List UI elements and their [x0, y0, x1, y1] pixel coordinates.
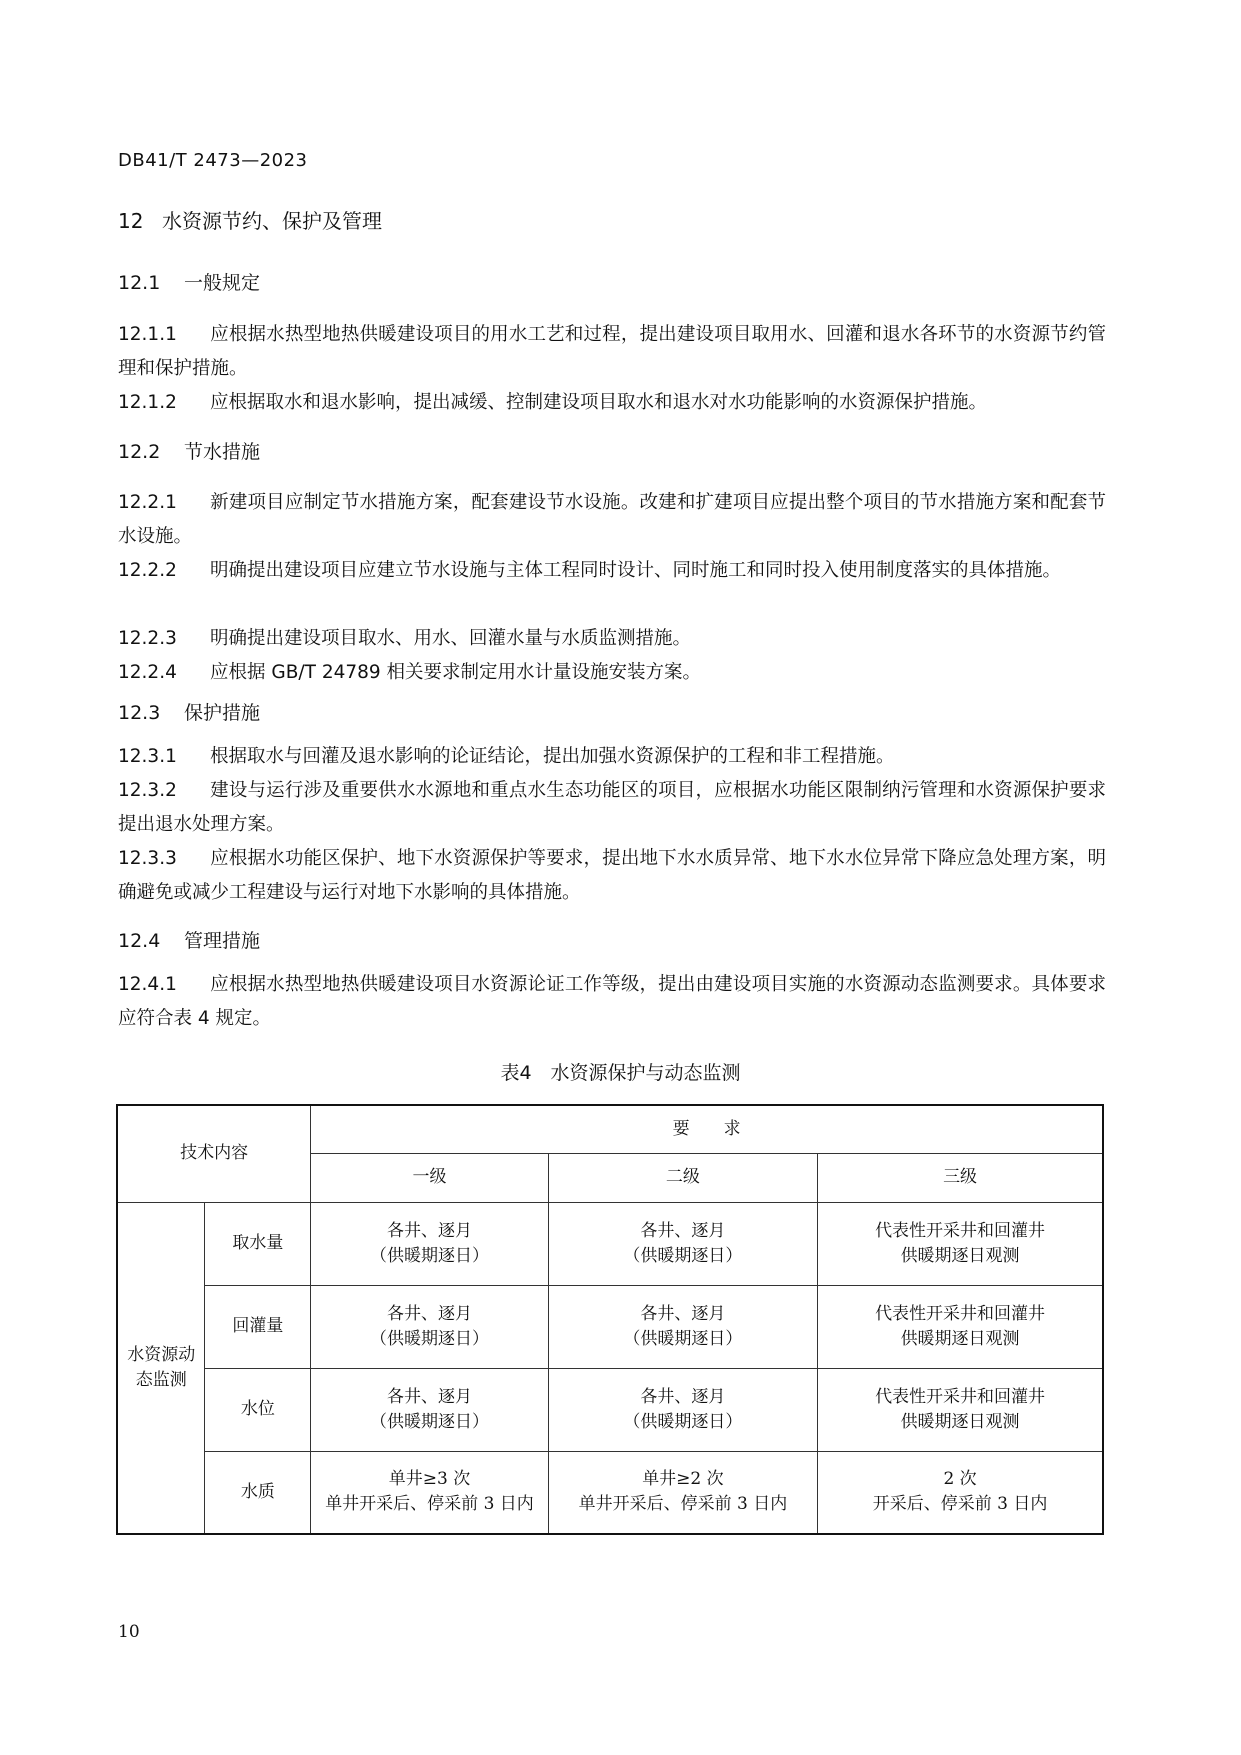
- clause-text: 新建项目应制定节水措施方案，配套建设节水设施。改建和扩建项目应提出整个项目的节水措施方案和配套节水设施。: [118, 492, 1106, 547]
- clause-12-3-3: [118, 842, 1106, 910]
- clause-12-2-1: [118, 486, 1106, 554]
- clause-text: 应根据取水和退水影响，提出减缓、控制建设项目取水和退水对水功能影响的水资源保护措施。: [210, 392, 988, 413]
- clause-12-4-1: [118, 968, 1106, 1036]
- table-row: [117, 1285, 1103, 1368]
- section-number: 12.3: [118, 702, 161, 724]
- table-header-row: [117, 1105, 1103, 1153]
- level-2-cell: 各井、逐月 （供暖期逐日）: [548, 1202, 817, 1285]
- section-number: 12.2: [118, 441, 161, 463]
- section-12-1-heading: [118, 268, 260, 295]
- clause-12-3-2: [118, 774, 1106, 842]
- item-cell: 水质: [205, 1451, 311, 1534]
- section-title: 一般规定: [184, 272, 261, 294]
- monitoring-table: [116, 1104, 1104, 1535]
- clause-12-1-1: [118, 318, 1106, 386]
- section-number: 12.1: [118, 272, 161, 294]
- level-3-cell: 代表性开采井和回灌井 供暖期逐日观测: [818, 1368, 1103, 1451]
- clause-number: 12.1.2: [118, 392, 177, 413]
- clause-text: 根据取水与回灌及退水影响的论证结论，提出加强水资源保护的工程和非工程措施。: [210, 746, 895, 767]
- section-12-2-heading: [118, 437, 260, 464]
- item-cell: 水位: [205, 1368, 311, 1451]
- item-cell: 回灌量: [205, 1285, 311, 1368]
- section-number: 12: [118, 209, 144, 233]
- level-3-cell: 2 次 开采后、停采前 3 日内: [818, 1451, 1103, 1534]
- item-cell: 取水量: [205, 1202, 311, 1285]
- clause-number: 12.2.2: [118, 560, 177, 581]
- clause-text: 应根据水热型地热供暖建设项目水资源论证工作等级，提出由建设项目实施的水资源动态监测要求。具体要求应符合表 4 规定。: [118, 974, 1106, 1029]
- level-3-header: 三级: [818, 1153, 1103, 1202]
- table-row: [117, 1451, 1103, 1534]
- clause-number: 12.2.1: [118, 492, 177, 513]
- section-12-4-heading: [118, 926, 260, 953]
- clause-number: 12.1.1: [118, 324, 177, 345]
- clause-text: 明确提出建设项目应建立节水设施与主体工程同时设计、同时施工和同时投入使用制度落实的具体措施。: [210, 560, 1062, 581]
- table-row: [117, 1368, 1103, 1451]
- level-1-header: 一级: [311, 1153, 548, 1202]
- level-1-cell: 各井、逐月 （供暖期逐日）: [311, 1285, 548, 1368]
- section-title: 水资源节约、保护及管理: [162, 209, 382, 233]
- clause-text: 应根据水热型地热供暖建设项目的用水工艺和过程，提出建设项目取用水、回灌和退水各环节的水资源节约管理和保护措施。: [118, 324, 1106, 379]
- level-2-header: 二级: [548, 1153, 817, 1202]
- clause-text: 明确提出建设项目取水、用水、回灌水量与水质监测措施。: [210, 628, 692, 649]
- clause-text: 建设与运行涉及重要供水水源地和重点水生态功能区的项目，应根据水功能区限制纳污管理和水资源保护要求提出退水处理方案。: [118, 780, 1106, 835]
- clause-12-2-3: [118, 622, 1106, 656]
- clause-12-1-2: [118, 386, 1106, 420]
- level-2-cell: 各井、逐月 （供暖期逐日）: [548, 1285, 817, 1368]
- section-title: 管理措施: [184, 930, 261, 952]
- section-number: 12.4: [118, 930, 161, 952]
- table-caption: 表4 水资源保护与动态监测: [500, 1062, 741, 1084]
- level-1-cell: 单井≥3 次 单井开采后、停采前 3 日内: [311, 1451, 548, 1534]
- level-3-cell: 代表性开采井和回灌井 供暖期逐日观测: [818, 1202, 1103, 1285]
- clause-number: 12.3.1: [118, 746, 177, 767]
- level-2-cell: 单井≥2 次 单井开采后、停采前 3 日内: [548, 1451, 817, 1534]
- section-12-heading: [118, 205, 382, 234]
- clause-number: 12.2.4: [118, 662, 177, 683]
- level-1-cell: 各井、逐月 （供暖期逐日）: [311, 1202, 548, 1285]
- clause-number: 12.3.3: [118, 848, 177, 869]
- clause-number: 12.3.2: [118, 780, 177, 801]
- section-12-3-heading: [118, 698, 260, 725]
- level-3-cell: 代表性开采井和回灌井 供暖期逐日观测: [818, 1285, 1103, 1368]
- section-title: 保护措施: [184, 702, 261, 724]
- clause-text: 应根据 GB/T 24789 相关要求制定用水计量设施安装方案。: [210, 662, 702, 683]
- clause-12-2-4: [118, 656, 1106, 690]
- level-2-cell: 各井、逐月 （供暖期逐日）: [548, 1368, 817, 1451]
- clause-number: 12.4.1: [118, 974, 177, 995]
- tech-content-header: 技术内容: [117, 1105, 311, 1202]
- clause-12-3-1: [118, 740, 1106, 774]
- level-1-cell: 各井、逐月 （供暖期逐日）: [311, 1368, 548, 1451]
- clause-12-2-2: [118, 554, 1106, 588]
- table-row: [117, 1202, 1103, 1285]
- page-number: 10: [118, 1622, 140, 1642]
- standard-code: DB41/T 2473—2023: [118, 150, 308, 171]
- clause-text: 应根据水功能区保护、地下水资源保护等要求，提出地下水水质异常、地下水水位异常下降应急处理方案，明确避免或减少工程建设与运行对地下水影响的具体措施。: [118, 848, 1106, 903]
- section-title: 节水措施: [184, 441, 261, 463]
- requirements-header: 要 求: [311, 1105, 1103, 1153]
- clause-number: 12.2.3: [118, 628, 177, 649]
- group-label: 水资源动态监测: [117, 1202, 205, 1534]
